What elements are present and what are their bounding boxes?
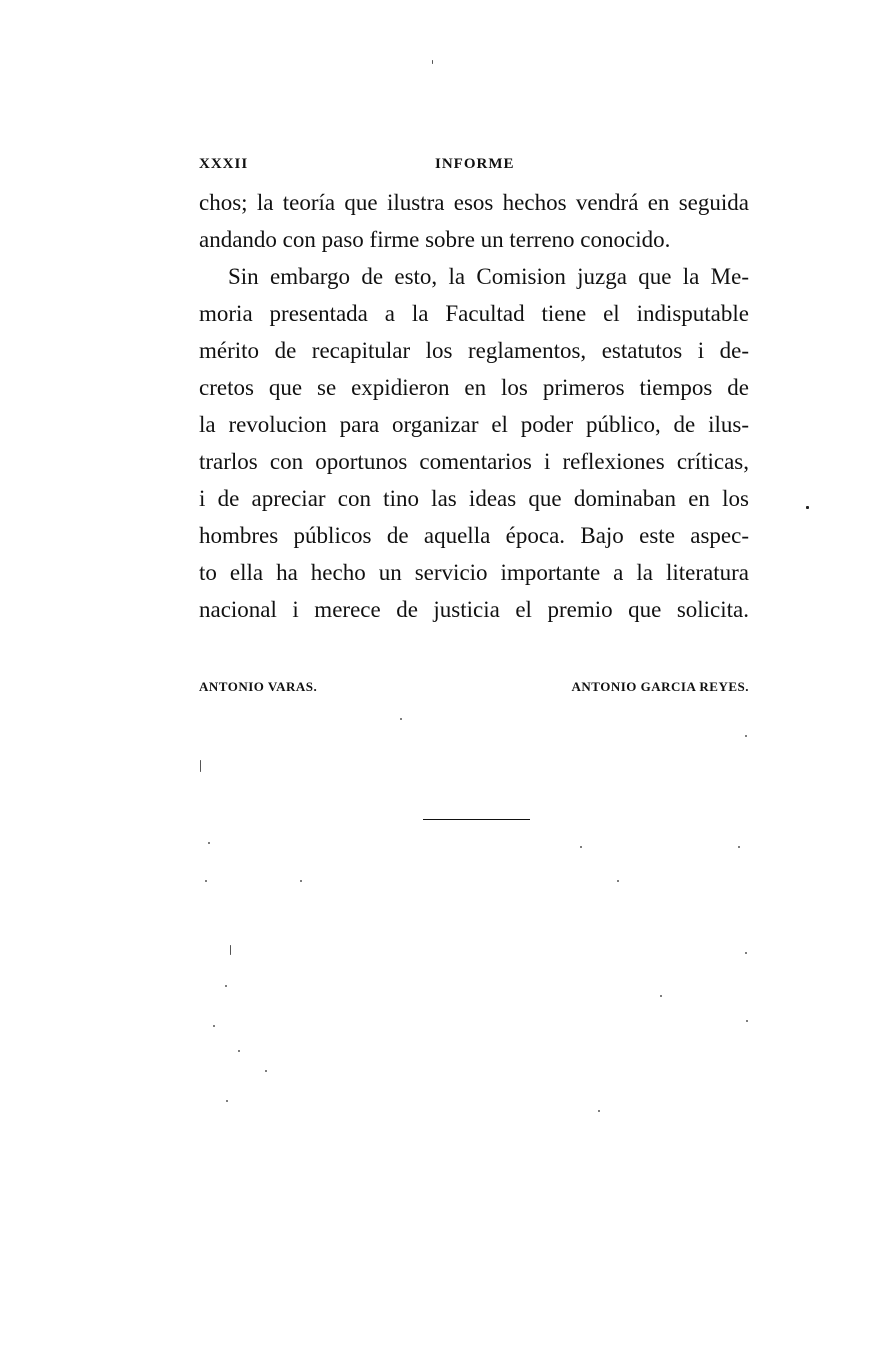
scan-speck — [238, 1050, 240, 1052]
text-line: i de apreciar con tino las ideas que dominaban en los — [199, 486, 749, 511]
signature-antonio-garcia-reyes: ANTONIO GARCIA REYES. — [571, 679, 749, 694]
scan-speck — [580, 846, 582, 848]
scan-speck — [660, 995, 662, 997]
scan-speck — [746, 1020, 748, 1022]
text-line: chos; la teoría que ilustra esos hechos vendrá en seguida — [199, 190, 749, 215]
text-line: andando con paso firme sobre un terreno conocido. — [199, 227, 671, 252]
text-line: mérito de recapitular los reglamentos, estatutos i de- — [199, 338, 749, 363]
scan-speck — [230, 945, 231, 955]
body-text — [199, 184, 749, 628]
scan-speck — [208, 842, 210, 844]
scan-speck — [225, 985, 227, 987]
scan-speck — [265, 1070, 267, 1072]
scan-speck — [738, 846, 740, 848]
scan-speck — [806, 506, 809, 509]
scan-speck — [200, 760, 201, 772]
text-line: moria presentada a la Facultad tiene el indisputable — [199, 301, 749, 326]
scan-speck — [617, 880, 619, 882]
scan-speck — [432, 60, 433, 64]
scan-speck — [300, 880, 302, 882]
scan-speck — [400, 718, 402, 720]
text-line: nacional i merece de justicia el premio que solicita. — [199, 597, 749, 622]
running-head — [199, 156, 749, 180]
signatures — [199, 679, 749, 699]
text-line: cretos que se expidieron en los primeros tiempos de — [199, 375, 749, 400]
text-line: hombres públicos de aquella época. Bajo este aspec- — [199, 523, 749, 548]
text-line: Sin embargo de esto, la Comision juzga que la Me- — [228, 264, 749, 289]
scan-speck — [205, 880, 207, 882]
scan-speck — [213, 1025, 215, 1027]
scan-speck — [745, 952, 747, 954]
page-number: XXXII — [199, 156, 249, 172]
text-line: trarlos con oportunos comentarios i reflexiones críticas, — [199, 449, 749, 474]
signature-antonio-varas: ANTONIO VARAS. — [199, 679, 318, 694]
text-line: to ella ha hecho un servicio importante a la literatura — [199, 560, 749, 585]
scan-speck — [745, 735, 747, 737]
scan-speck — [598, 1110, 600, 1112]
text-line: la revolucion para organizar el poder público, de ilus- — [199, 412, 749, 437]
section-rule — [423, 819, 530, 820]
scan-speck — [226, 1100, 228, 1102]
running-title: INFORME — [435, 156, 515, 172]
